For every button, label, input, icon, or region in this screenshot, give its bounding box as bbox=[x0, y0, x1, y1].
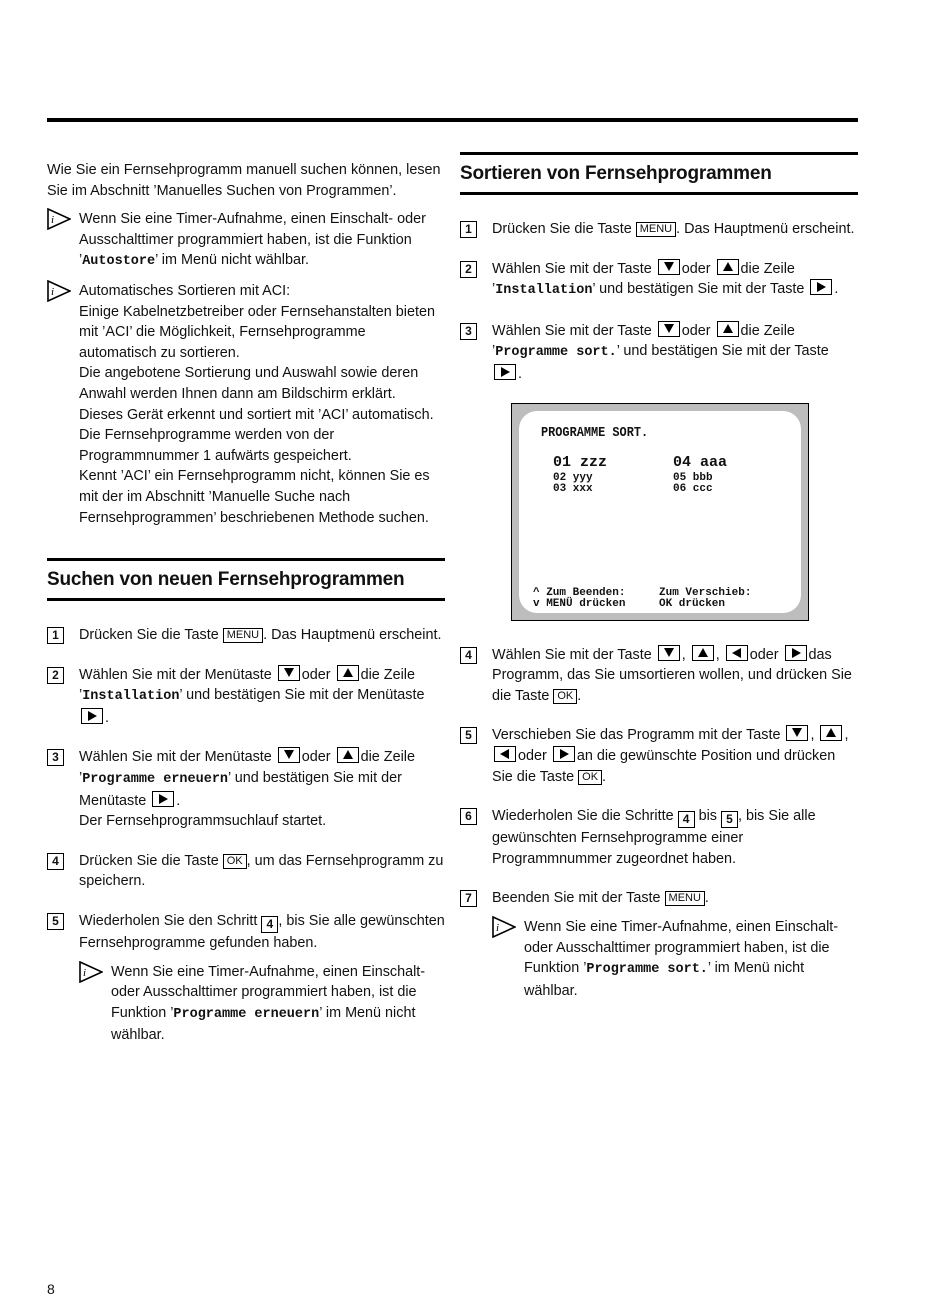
info-triangle-icon bbox=[47, 280, 71, 302]
sort-step-5: 5 Verschieben Sie das Programm mit der Taste , , oder an die gewünschte Position und drücken Sie die Taste OK . bbox=[460, 725, 858, 787]
arrow-down-key-icon bbox=[658, 321, 680, 337]
arrow-right-key-icon bbox=[494, 364, 516, 380]
arrow-up-key-icon bbox=[820, 725, 842, 741]
arrow-up-key-icon bbox=[692, 645, 714, 661]
screen-entry: 05 bbb bbox=[673, 471, 713, 484]
intro-text: Wie Sie ein Fernsehprogramm manuell suchen können, lesen Sie im Abschnitt ’Manuelles Suchen von Programmen’. bbox=[47, 162, 441, 199]
svg-text:i: i bbox=[83, 966, 87, 979]
arrow-right-key-icon bbox=[785, 645, 807, 661]
aci-line: Kennt ’ACI’ ein Fernsehprogramm nicht, können Sie es mit der im Abschnitt ’Manuelle Suche nach Fernsehprogrammen’ beschriebenen Methode suchen. bbox=[79, 468, 430, 526]
tv-screen-programme-sort bbox=[511, 403, 809, 621]
aci-line: Dieses Gerät erkennt und sortiert mit ’ACI’ automatisch. bbox=[79, 406, 434, 423]
step-number: 7 bbox=[460, 890, 477, 907]
section-title-suchen: Suchen von neuen Fernsehprogrammen bbox=[47, 558, 445, 601]
aci-line: Automatisches Sortieren mit ACI: bbox=[79, 282, 291, 299]
info-note-sort: i Wenn Sie eine Timer-Aufnahme, einen Einschalt- oder Ausschalttimer programmiert haben, ist die Funktion ’Programme sort.’ im Menü nicht wählbar. bbox=[492, 917, 858, 1001]
step-ref: 5 bbox=[721, 811, 738, 828]
step-number: 5 bbox=[47, 913, 64, 930]
svg-text:i: i bbox=[51, 214, 55, 227]
page-number: 8 bbox=[47, 1281, 55, 1297]
step-ref: 4 bbox=[678, 811, 695, 828]
arrow-down-key-icon bbox=[278, 665, 300, 681]
info-note-aci bbox=[47, 281, 445, 528]
info-triangle-icon bbox=[79, 961, 103, 983]
section-title-sortieren: Sortieren von Fernsehprogrammen bbox=[460, 152, 858, 195]
right-column bbox=[460, 152, 858, 1001]
step-number: 3 bbox=[460, 323, 477, 340]
screen-footer: ^ Zum Beenden: bbox=[533, 586, 626, 599]
step-number: 2 bbox=[47, 667, 64, 684]
arrow-down-key-icon bbox=[658, 645, 680, 661]
step-number: 4 bbox=[460, 647, 477, 664]
arrow-left-key-icon bbox=[726, 645, 748, 661]
step-3: 3 Wählen Sie mit der Menütaste oder die Zeile ’Programme erneuern’ und bestätigen Sie mit der Menütaste . Der Fernsehprogrammsuchlauf startet. bbox=[47, 747, 445, 831]
aci-line: Die Fernsehprogramme werden von der Programmnummer 1 aufwärts gespeichert. bbox=[79, 427, 352, 464]
sort-step-4: 4 Wählen Sie mit der Taste , , oder das Programm, das Sie umsortieren wollen, und drücken Sie die Taste OK . bbox=[460, 645, 858, 707]
step-number: 1 bbox=[47, 627, 64, 644]
arrow-up-key-icon bbox=[337, 747, 359, 763]
aci-line: Die angebotene Sortierung und Auswahl sowie deren Anwahl werden Ihnen dann am Bildschirm erklärt. bbox=[79, 365, 419, 402]
step-number: 2 bbox=[460, 261, 477, 278]
step-number: 6 bbox=[460, 808, 477, 825]
screen-footer: Zum Verschieb: bbox=[659, 586, 752, 599]
arrow-up-key-icon bbox=[717, 321, 739, 337]
arrow-up-key-icon bbox=[337, 665, 359, 681]
sort-step-3: 3 Wählen Sie mit der Taste oder die Zeile ’Programme sort.’ und bestätigen Sie mit der Taste . bbox=[460, 321, 858, 385]
info-triangle-icon bbox=[492, 916, 516, 938]
step-number: 3 bbox=[47, 749, 64, 766]
screen-entry: 03 xxx bbox=[553, 482, 593, 495]
svg-text:i: i bbox=[51, 285, 55, 298]
menu-key: MENU bbox=[223, 628, 263, 643]
screen-entry: 04 aaa bbox=[673, 453, 728, 471]
menu-key: MENU bbox=[665, 891, 705, 906]
aci-line: Einige Kabelnetzbetreiber oder Fernsehanstalten bieten mit ’ACI’ die Möglichkeit, Fernsehprogramme automatisch zu sortieren. bbox=[79, 303, 436, 361]
screen-entry: 01 zzz bbox=[553, 453, 608, 471]
svg-text:i: i bbox=[496, 921, 500, 934]
top-rule bbox=[47, 118, 858, 122]
step-number: 1 bbox=[460, 221, 477, 238]
arrow-right-key-icon bbox=[152, 791, 174, 807]
menu-key: MENU bbox=[636, 222, 676, 237]
ok-key: OK bbox=[578, 770, 602, 785]
arrow-down-key-icon bbox=[278, 747, 300, 763]
sort-step-6: 6 Wiederholen Sie die Schritte 4 bis 5 , bis Sie alle gewünschten Fernsehprogramme einer Programmnummer zugeordnet haben. bbox=[460, 806, 858, 869]
step-1: 1 Drücken Sie die Taste MENU . Das Hauptmenü erscheint. bbox=[47, 625, 445, 646]
screen-entry: 06 ccc bbox=[673, 482, 713, 495]
step-ref: 4 bbox=[261, 916, 278, 933]
arrow-right-key-icon bbox=[81, 708, 103, 724]
arrow-up-key-icon bbox=[717, 259, 739, 275]
step-5: 5 Wiederholen Sie den Schritt 4 , bis Sie alle gewünschten Fernsehprogramme gefunden haben. i Wenn Sie eine Timer-Aufnahme, einen Einschalt- oder Ausschalttimer programmiert haben, ist die Funktion ’Programme erneuern’ im Menü nicht wählbar. bbox=[47, 911, 445, 1046]
sort-step-2: 2 Wählen Sie mit der Taste oder die Zeile ’Installation’ und bestätigen Sie mit der Taste . bbox=[460, 259, 858, 302]
step-number: 5 bbox=[460, 727, 477, 744]
ok-key: OK bbox=[223, 854, 247, 869]
sort-step-7: 7 Beenden Sie mit der Taste MENU . i Wenn Sie eine Timer-Aufnahme, einen Einschalt- oder Ausschalttimer programmiert haben, ist die Funktion ’Programme sort.’ im Menü nicht wählbar. bbox=[460, 888, 858, 1001]
arrow-right-key-icon bbox=[810, 279, 832, 295]
arrow-down-key-icon bbox=[658, 259, 680, 275]
arrow-left-key-icon bbox=[494, 746, 516, 762]
left-column bbox=[47, 160, 445, 1046]
step-number: 4 bbox=[47, 853, 64, 870]
step-2: 2 Wählen Sie mit der Menütaste oder die Zeile ’Installation’ und bestätigen Sie mit der Menütaste . bbox=[47, 665, 445, 729]
info-note-autostore: i Wenn Sie eine Timer-Aufnahme, einen Einschalt- oder Ausschalttimer programmiert haben, ist die Funktion ’Autostore’ im Menü nicht wählbar. bbox=[47, 209, 445, 273]
arrow-down-key-icon bbox=[786, 725, 808, 741]
screen-footer: OK drücken bbox=[659, 597, 726, 610]
sort-step-1: 1 Drücken Sie die Taste MENU . Das Hauptmenü erscheint. bbox=[460, 219, 858, 240]
ok-key: OK bbox=[553, 689, 577, 704]
screen-footer: v MENÜ drücken bbox=[533, 597, 626, 610]
screen-entry: 02 yyy bbox=[553, 471, 593, 484]
step-4: 4 Drücken Sie die Taste OK , um das Fernsehprogramm zu speichern. bbox=[47, 851, 445, 892]
arrow-right-key-icon bbox=[553, 746, 575, 762]
screen-title: PROGRAMME SORT. bbox=[541, 424, 649, 441]
info-note-erneuern: i Wenn Sie eine Timer-Aufnahme, einen Einschalt- oder Ausschalttimer programmiert haben, ist die Funktion ’Programme erneuern’ im Menü nicht wählbar. bbox=[79, 962, 445, 1046]
code-autostore: Autostore bbox=[82, 254, 156, 270]
info-triangle-icon bbox=[47, 208, 71, 230]
